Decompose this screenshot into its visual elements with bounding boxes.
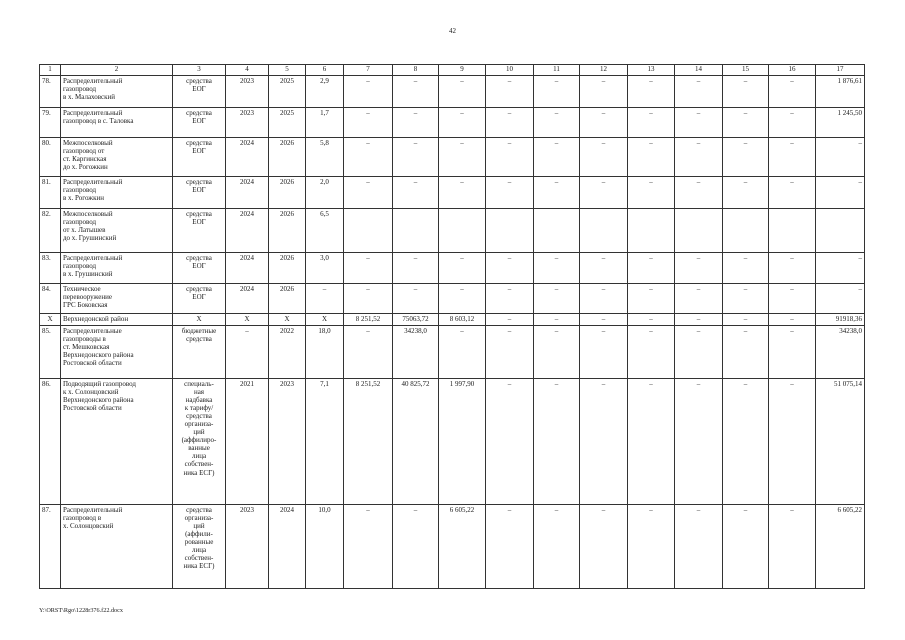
table-cell: 83. — [40, 253, 61, 284]
table-cell: – — [769, 108, 816, 138]
table-cell: 2026 — [269, 209, 306, 253]
table-cell: – — [628, 326, 675, 379]
column-number: 2 — [61, 65, 173, 76]
object-name-cell: Распределительный газопровод в х. Солонцовский — [61, 505, 173, 589]
table-cell: Х — [40, 314, 61, 326]
table-cell: 2023 — [226, 108, 269, 138]
table-cell: – — [439, 177, 486, 209]
table-cell: – — [628, 284, 675, 314]
table-cell: – — [534, 253, 580, 284]
table-cell: – — [393, 108, 439, 138]
object-name-cell: Распределительный газопровод в х. Малаховский — [61, 76, 173, 108]
funding-source-cell: специаль- ная надбавка к тарифу/ средства организа- ций (аффилиро- ванные лица собствен- ника ЕСГ) — [173, 379, 226, 505]
object-name-cell: Распределительные газопроводы в ст. Мешковская Верхнедонского района Ростовской области — [61, 326, 173, 379]
page-number: 42 — [449, 27, 456, 35]
table-cell: 6 605,22 — [816, 505, 865, 589]
table-cell: – — [723, 505, 769, 589]
table-cell: – — [393, 76, 439, 108]
column-number: 3 — [173, 65, 226, 76]
table-cell: – — [769, 76, 816, 108]
table-cell: – — [675, 253, 723, 284]
table-cell: – — [393, 284, 439, 314]
table-cell: 2,0 — [306, 177, 344, 209]
column-number: 6 — [306, 65, 344, 76]
table-cell: 75063,72 — [393, 314, 439, 326]
table-cell: 1 876,61 — [816, 76, 865, 108]
table-cell: – — [675, 505, 723, 589]
table-cell: – — [534, 379, 580, 505]
table-cell: – — [439, 138, 486, 177]
table-cell: – — [816, 284, 865, 314]
table-cell: 1 245,50 — [816, 108, 865, 138]
table-row — [40, 209, 865, 253]
funding-source-cell: средства ЕОГ — [173, 76, 226, 108]
table-cell: – — [393, 253, 439, 284]
funding-source-cell: бюджетные средства — [173, 326, 226, 379]
object-name-cell: Подводящий газопровод к х. Солонцовский Верхнедонского района Ростовской области — [61, 379, 173, 505]
table-cell: 87. — [40, 505, 61, 589]
column-number: 16 — [769, 65, 816, 76]
table-row — [40, 138, 865, 177]
funding-source-cell: средства ЕОГ — [173, 108, 226, 138]
table-cell: 34238,0 — [816, 326, 865, 379]
table-cell: – — [486, 108, 534, 138]
table-cell: – — [486, 253, 534, 284]
table-cell — [534, 209, 580, 253]
table-cell: – — [306, 284, 344, 314]
table-cell: – — [675, 177, 723, 209]
funding-source-cell: средства ЕОГ — [173, 138, 226, 177]
table-cell: – — [675, 138, 723, 177]
table-cell: – — [344, 505, 393, 589]
table-cell: Х — [226, 314, 269, 326]
table-row — [40, 326, 865, 379]
column-number: 14 — [675, 65, 723, 76]
object-name-cell: Распределительный газопровод в с. Таловка — [61, 108, 173, 138]
table-cell: – — [486, 76, 534, 108]
table-cell: – — [393, 505, 439, 589]
table-cell: – — [628, 253, 675, 284]
table-cell: – — [723, 177, 769, 209]
funding-source-cell: средства ЕОГ — [173, 284, 226, 314]
object-name-cell: Верхнедонской район — [61, 314, 173, 326]
table-row — [40, 314, 865, 326]
table-cell: – — [628, 108, 675, 138]
object-name-cell: Межпоселковый газопровод от ст. Каргинская до х. Рогожкин — [61, 138, 173, 177]
table-cell: 2025 — [269, 108, 306, 138]
table-cell: 2021 — [226, 379, 269, 505]
table-cell: – — [534, 76, 580, 108]
table-cell: 2024 — [226, 284, 269, 314]
table-cell: 80. — [40, 138, 61, 177]
column-number: 4 — [226, 65, 269, 76]
table-cell: 2026 — [269, 138, 306, 177]
table-cell: 84. — [40, 284, 61, 314]
table-cell: 7,1 — [306, 379, 344, 505]
table-cell: – — [486, 284, 534, 314]
table-cell: 5,8 — [306, 138, 344, 177]
table-cell: 2026 — [269, 284, 306, 314]
table-row — [40, 505, 865, 589]
table-cell: – — [534, 505, 580, 589]
table-cell: – — [580, 253, 628, 284]
table-cell: 34238,0 — [393, 326, 439, 379]
funding-source-cell: средства ЕОГ — [173, 209, 226, 253]
table-cell: – — [769, 326, 816, 379]
table-cell: – — [628, 314, 675, 326]
table-cell: – — [628, 177, 675, 209]
table-row — [40, 284, 865, 314]
table-cell: – — [675, 379, 723, 505]
column-number: 13 — [628, 65, 675, 76]
table-cell: 2024 — [269, 505, 306, 589]
table-cell: – — [439, 326, 486, 379]
table-cell: 8 251,52 — [344, 379, 393, 505]
table-cell: – — [226, 326, 269, 379]
table-cell: – — [675, 76, 723, 108]
table-cell: – — [816, 138, 865, 177]
table-cell: – — [486, 505, 534, 589]
table-cell — [486, 209, 534, 253]
table-cell: – — [723, 108, 769, 138]
table-cell: 6,5 — [306, 209, 344, 253]
table-cell: – — [344, 177, 393, 209]
column-number: 10 — [486, 65, 534, 76]
table-row — [40, 253, 865, 284]
table-cell: – — [534, 314, 580, 326]
column-number: 17 — [816, 65, 865, 76]
table-cell: – — [580, 505, 628, 589]
table-cell: 2,9 — [306, 76, 344, 108]
column-number: 7 — [344, 65, 393, 76]
table-cell: – — [723, 314, 769, 326]
table-cell: – — [534, 326, 580, 379]
table-cell — [723, 209, 769, 253]
table-cell: 82. — [40, 209, 61, 253]
table-cell: – — [816, 177, 865, 209]
table-cell: – — [628, 138, 675, 177]
table-cell: – — [344, 138, 393, 177]
table-cell: 2025 — [269, 76, 306, 108]
table-cell: – — [769, 138, 816, 177]
table-cell: – — [769, 505, 816, 589]
table-cell: – — [769, 314, 816, 326]
table-cell: – — [393, 138, 439, 177]
table-cell — [580, 209, 628, 253]
table-cell: – — [816, 253, 865, 284]
table-cell: – — [486, 138, 534, 177]
table-cell: – — [675, 326, 723, 379]
table-cell: 18,0 — [306, 326, 344, 379]
table-cell: 91918,36 — [816, 314, 865, 326]
column-number: 12 — [580, 65, 628, 76]
table-cell: – — [486, 314, 534, 326]
table-cell: 2024 — [226, 209, 269, 253]
table-cell: – — [769, 379, 816, 505]
table-row — [40, 177, 865, 209]
column-number: 15 — [723, 65, 769, 76]
table-cell: – — [486, 379, 534, 505]
table-cell: – — [580, 379, 628, 505]
object-name-cell: Межпоселковый газопровод от х. Латышев до х. Грушинский — [61, 209, 173, 253]
table-cell: – — [534, 284, 580, 314]
table-cell: 86. — [40, 379, 61, 505]
table-row — [40, 108, 865, 138]
table-cell: – — [439, 108, 486, 138]
table-cell: – — [393, 177, 439, 209]
table-cell: – — [580, 177, 628, 209]
table-cell: 2026 — [269, 177, 306, 209]
table-cell: – — [534, 108, 580, 138]
table-cell: 81. — [40, 177, 61, 209]
table-cell: – — [486, 326, 534, 379]
table-cell: Х — [269, 314, 306, 326]
table-cell — [344, 209, 393, 253]
table-cell: – — [723, 138, 769, 177]
table-cell: – — [439, 284, 486, 314]
table-cell: – — [628, 379, 675, 505]
table-cell: 78. — [40, 76, 61, 108]
table-cell: Х — [306, 314, 344, 326]
table-cell: – — [723, 76, 769, 108]
table-cell: – — [769, 177, 816, 209]
table-cell: 1,7 — [306, 108, 344, 138]
table-cell: – — [723, 379, 769, 505]
table-cell: – — [344, 76, 393, 108]
investment-table — [39, 64, 865, 589]
table-cell — [675, 209, 723, 253]
table-cell: – — [344, 253, 393, 284]
table-cell — [393, 209, 439, 253]
table-cell: – — [628, 76, 675, 108]
table-cell: – — [580, 314, 628, 326]
funding-source-cell: Х — [173, 314, 226, 326]
table-cell: 8 251,52 — [344, 314, 393, 326]
table-cell — [439, 209, 486, 253]
table-cell: – — [439, 253, 486, 284]
table-cell: – — [580, 76, 628, 108]
table-cell — [816, 209, 865, 253]
table-cell: 2024 — [226, 253, 269, 284]
table-cell: – — [675, 314, 723, 326]
table-cell: – — [723, 326, 769, 379]
column-number: 5 — [269, 65, 306, 76]
column-number: 1 — [40, 65, 61, 76]
table-cell: 2023 — [269, 379, 306, 505]
funding-source-cell: средства ЕОГ — [173, 177, 226, 209]
table-cell: 79. — [40, 108, 61, 138]
column-number: 8 — [393, 65, 439, 76]
table-cell: – — [580, 284, 628, 314]
table-cell: 6 605,22 — [439, 505, 486, 589]
table-cell: – — [723, 284, 769, 314]
object-name-cell: Техническое перевооружение ГРС Боковская — [61, 284, 173, 314]
table-cell: – — [344, 326, 393, 379]
column-number: 11 — [534, 65, 580, 76]
table-cell: – — [769, 253, 816, 284]
table-cell: 2026 — [269, 253, 306, 284]
table-cell — [769, 209, 816, 253]
table-cell: 3,0 — [306, 253, 344, 284]
table-cell: – — [534, 177, 580, 209]
table-cell: – — [486, 177, 534, 209]
table-cell: 2024 — [226, 138, 269, 177]
table-cell: 2023 — [226, 76, 269, 108]
table-cell: – — [675, 284, 723, 314]
file-path-footer: Y:\ORST\Rgo\1228r376.f22.docx — [39, 607, 123, 614]
table-cell: 10,0 — [306, 505, 344, 589]
funding-source-cell: средства организа- ций (аффили- рованные лица собствен- ника ЕСГ) — [173, 505, 226, 589]
table-cell: – — [344, 108, 393, 138]
table-cell: 40 825,72 — [393, 379, 439, 505]
table-cell: 2024 — [226, 177, 269, 209]
table-cell: – — [723, 253, 769, 284]
table-cell: – — [675, 108, 723, 138]
table-cell: – — [769, 284, 816, 314]
table-row — [40, 76, 865, 108]
table-cell: 51 075,14 — [816, 379, 865, 505]
table-cell: 8 603,12 — [439, 314, 486, 326]
object-name-cell: Распределительный газопровод в х. Грушинский — [61, 253, 173, 284]
table-cell: – — [344, 284, 393, 314]
table-row — [40, 379, 865, 505]
table-cell: 85. — [40, 326, 61, 379]
table-cell: 1 997,90 — [439, 379, 486, 505]
funding-source-cell: средства ЕОГ — [173, 253, 226, 284]
object-name-cell: Распределительный газопровод в х. Рогожкин — [61, 177, 173, 209]
table-cell: – — [534, 138, 580, 177]
table-cell: – — [580, 108, 628, 138]
table-cell: – — [580, 326, 628, 379]
header-row — [40, 65, 865, 76]
table-cell — [628, 209, 675, 253]
column-number: 9 — [439, 65, 486, 76]
table-cell: 2022 — [269, 326, 306, 379]
table-cell: – — [628, 505, 675, 589]
table-cell: 2023 — [226, 505, 269, 589]
table-cell: – — [439, 76, 486, 108]
table-cell: – — [580, 138, 628, 177]
